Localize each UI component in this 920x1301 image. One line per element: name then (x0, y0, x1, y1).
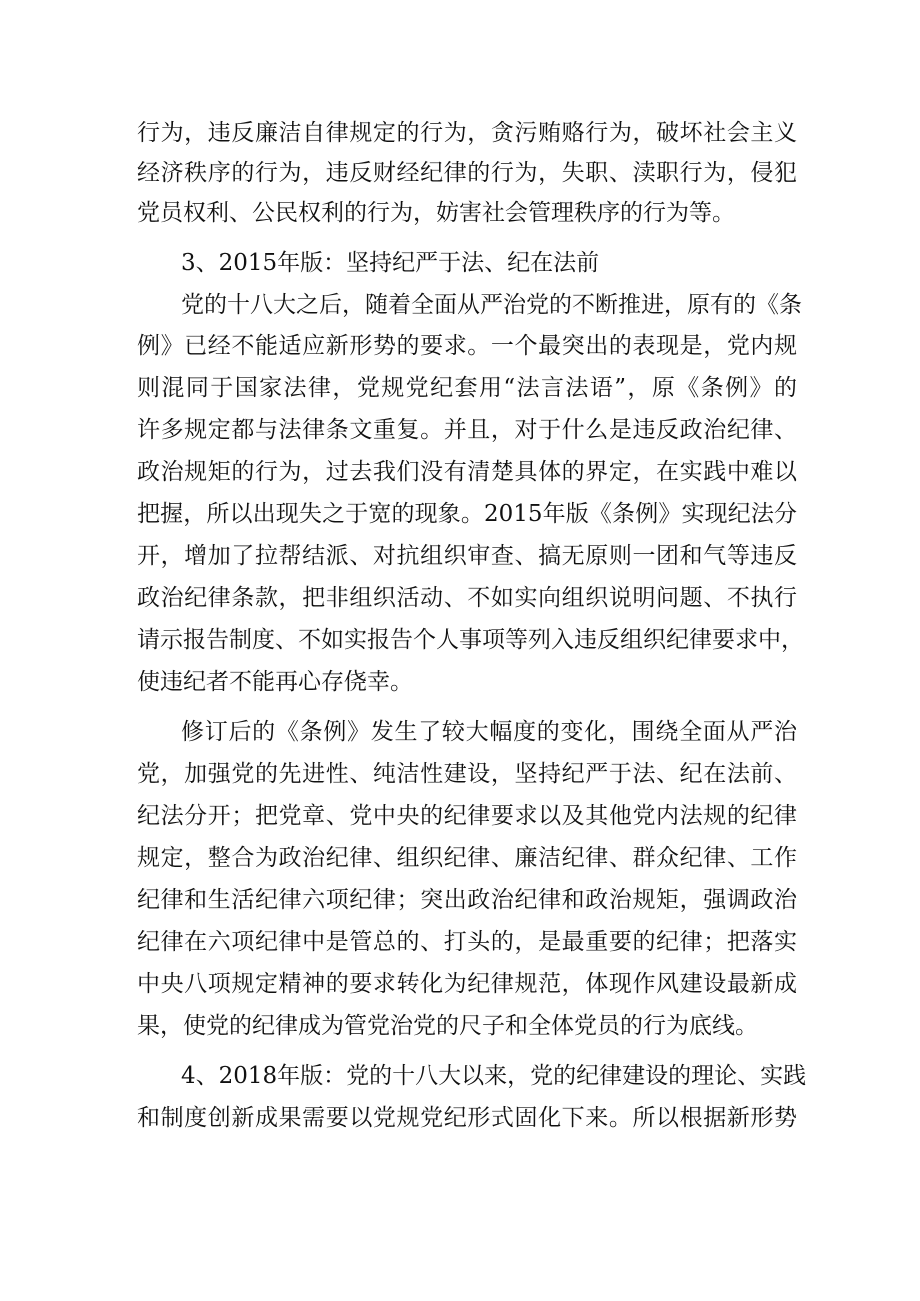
text-line: 政治纪律条款，把非组织活动、不如实向组织说明问题、不执行 (137, 585, 797, 611)
text-line: 中央八项规定精神的要求转化为纪律规范，体现作风建设最新成 (137, 971, 797, 997)
text-line: 请示报告制度、不如实报告个人事项等列入违反组织纪律要求中， (137, 627, 804, 653)
text-line: 纪律在六项纪律中是管总的、打头的，是最重要的纪律；把落实 (137, 929, 797, 955)
text-line: 修订后的《条例》发生了较大幅度的变化，围绕全面从严治 (181, 719, 797, 745)
text-line: 行为，违反廉洁自律规定的行为，贪污贿赂行为，破坏社会主义 (137, 120, 797, 146)
text-line: 许多规定都与法律条文重复。并且，对于什么是违反政治纪律、 (137, 417, 797, 443)
text-line: 则混同于国家法律，党规党纪套用“法言法语”，原《条例》的 (137, 375, 797, 401)
text-line: 经济秩序的行为，违反财经纪律的行为，失职、渎职行为，侵犯 (137, 160, 797, 186)
text-line: 果，使党的纪律成为管党治党的尺子和全体党员的行为底线。 (137, 1013, 758, 1039)
text-line: 纪法分开；把党章、党中央的纪律要求以及其他党内法规的纪律 (137, 803, 797, 829)
text-line: 党员权利、公民权利的行为，妨害社会管理秩序的行为等。 (137, 200, 735, 226)
text-line: 开，增加了拉帮结派、对抗组织审查、搞无原则一团和气等违反 (137, 543, 797, 569)
section-heading: 3、2015年版：坚持纪严于法、纪在法前 (181, 250, 600, 276)
text-line: 使违纪者不能再心存侥幸。 (137, 669, 413, 695)
text-line: 党的十八大之后，随着全面从严治党的不断推进，原有的《条 (181, 292, 802, 318)
text-line: 政治规矩的行为，过去我们没有清楚具体的界定，在实践中难以 (137, 459, 797, 485)
text-line: 4、2018年版：党的十八大以来，党的纪律建设的理论、实践 (181, 1063, 807, 1089)
text-line: 规定，整合为政治纪律、组织纪律、廉洁纪律、群众纪律、工作 (137, 845, 797, 871)
text-line: 例》已经不能适应新形势的要求。一个最突出的表现是，党内规 (137, 333, 797, 359)
text-line: 把握，所以出现失之于宽的现象。2015年版《条例》实现纪法分 (137, 501, 797, 527)
text-line: 党，加强党的先进性、纯洁性建设，坚持纪严于法、纪在法前、 (137, 761, 797, 787)
text-line: 和制度创新成果需要以党规党纪形式固化下来。所以根据新形势 (137, 1105, 797, 1131)
text-line: 纪律和生活纪律六项纪律；突出政治纪律和政治规矩，强调政治 (137, 887, 797, 913)
